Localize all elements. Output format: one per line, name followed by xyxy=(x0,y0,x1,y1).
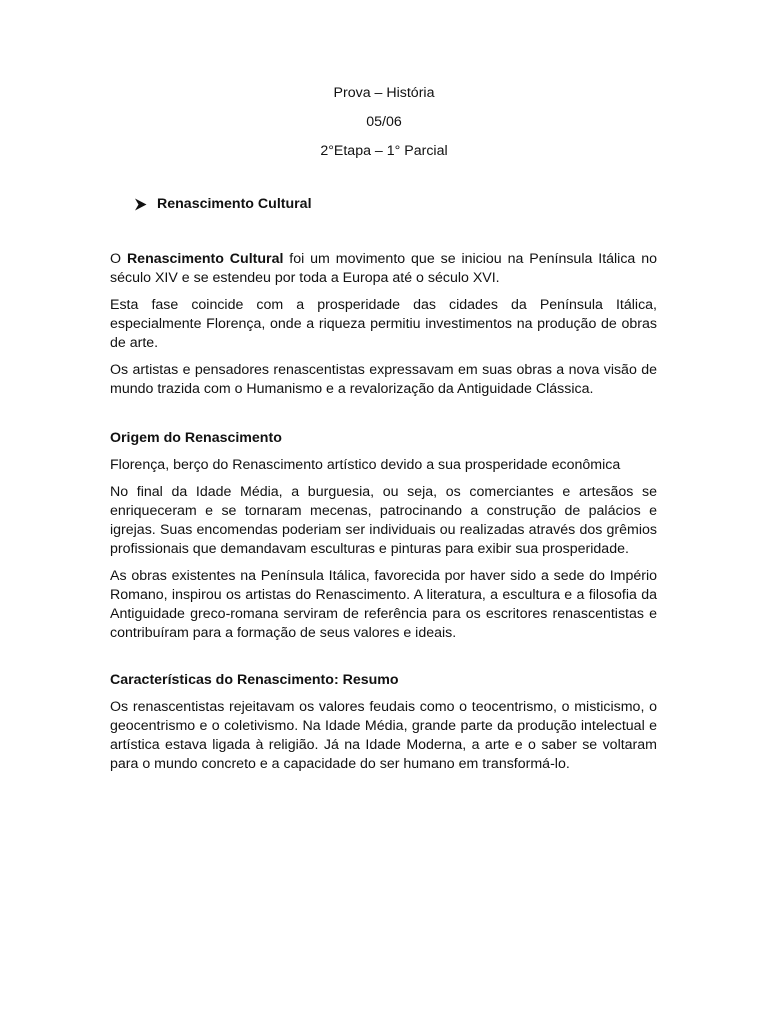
section-bullet xyxy=(134,196,312,212)
intro-paragraph-1 xyxy=(110,250,657,288)
origem-paragraph-3: As obras existentes na Península Itálica, favorecida por haver sido a sede do Império Romano, inspirou os artistas do Renascimento. A literatura, a escultura e a filosofia da Antiguidade greco-romana serviram de referência para os escritores renascentistas e contribuíram para a formação de seus valores e ideais. xyxy=(110,568,657,641)
caracteristicas-paragraph-1: Os renascentistas rejeitavam os valores feudais como o teocentrismo, o misticismo, o geocentrismo e o coletivismo. Na Idade Média, grande parte da produção intelectual e artística estava ligada à religião. Já na Idade Moderna, a arte e o saber se voltaram para o mundo concreto e a capacidade do ser humano em transformá-lo. xyxy=(110,699,657,772)
intro-rest: foi um movimento que se iniciou na Península Itálica no século XIV e se estendeu por toda a Europa até o século XVI. xyxy=(110,251,657,286)
arrowhead-bullet-icon xyxy=(134,198,147,211)
spacer xyxy=(110,407,657,429)
intro-paragraph-2: Esta fase coincide com a prosperidade das cidades da Península Itálica, especialmente Florença, onde a riqueza permitiu investimentos na produção de obras de arte. xyxy=(110,297,657,351)
origem-heading: Origem do Renascimento xyxy=(110,430,282,446)
intro-bold-term: Renascimento Cultural xyxy=(126,251,284,267)
exam-stage: 2°Etapa – 1° Parcial xyxy=(320,143,448,159)
origem-paragraph-2: No final da Idade Média, a burguesia, ou seja, os comerciantes e artesãos se enriqueceram e se tornaram mecenas, patrocinando a construção de palácios e igrejas. Suas encomendas poderiam ser individuais ou realizadas através dos grêmios profissionais que demandavam esculturas e pinturas para exibir sua prosperidade. xyxy=(110,484,657,557)
exam-date: 05/06 xyxy=(366,114,402,130)
caracteristicas-heading: Características do Renascimento: Resumo xyxy=(110,672,399,688)
exam-header xyxy=(0,84,768,171)
document-body xyxy=(110,250,657,782)
origem-paragraph-1: Florença, berço do Renascimento artístico devido a sua prosperidade econômica xyxy=(110,457,621,473)
spacer xyxy=(110,651,657,671)
exam-title: Prova – História xyxy=(333,85,435,101)
intro-paragraph-3: Os artistas e pensadores renascentistas expressavam em suas obras a nova visão de mundo trazida com o Humanismo e a revalorização da Antiguidade Clássica. xyxy=(110,362,657,397)
section-title: Renascimento Cultural xyxy=(157,196,312,212)
intro-prefix: O xyxy=(110,251,127,267)
